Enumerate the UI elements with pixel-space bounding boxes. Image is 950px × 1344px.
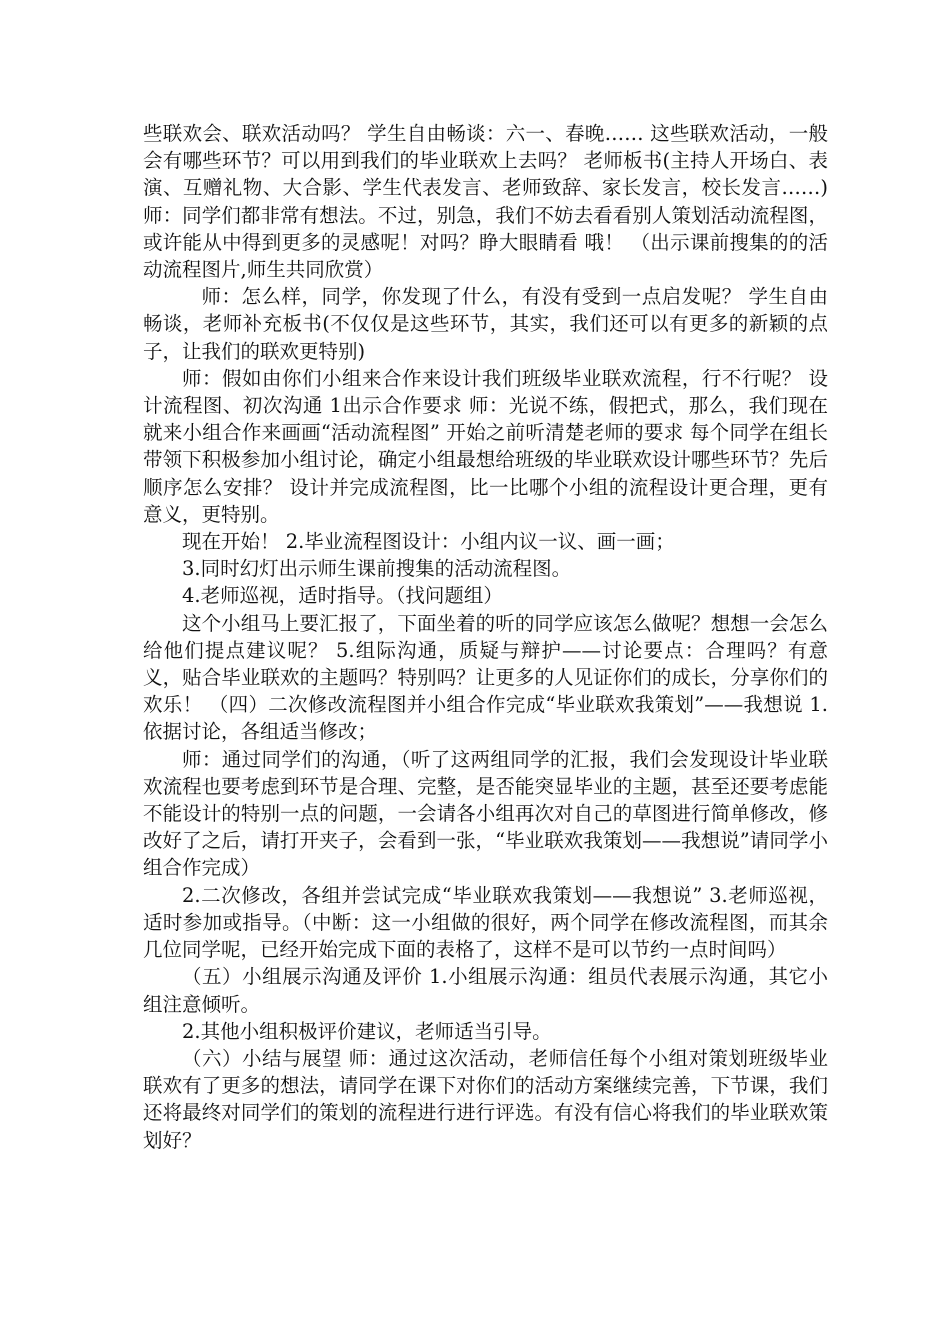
paragraph-2: 师：怎么样，同学，你发现了什么，有没有受到一点启发呢？ 学生自由畅谈，老师补充板书(不仅仅是这些环节，其实，我们还可以有更多的新颖的点子，让我们的联欢更特别): [143, 285, 828, 363]
paragraph-9: 2.二次修改，各组并尝试完成“毕业联欢我策划——我想说” 3.老师巡视，适时参加或指导。（中断：这一小组做的很好，两个同学在修改流程图，而其余几位同学呢，已经开始完成下面的表格了，这样不是可以节约一点时间吗）: [143, 883, 828, 962]
paragraph-10: （五）小组展示沟通及评价 1.小组展示沟通：组员代表展示沟通，其它小组注意倾听。: [143, 965, 828, 1016]
paragraph-3: 师：假如由你们小组来合作来设计我们班级毕业联欢流程，行不行呢？ 设计流程图、初次沟通 1出示合作要求 师：光说不练，假把式，那么，我们现在就来小组合作来画画“活动流程图” 开始之前听清楚老师的要求 每个同学在组长带领下积极参加小组讨论，确定小组最想给班级的毕业联欢设计哪些环节？先后顺序怎么安排？ 设计并完成流程图，比一比哪个小组的流程设计更合理，更有意义，更特别。: [143, 366, 828, 526]
paragraph-7: 这个小组马上要汇报了，下面坐着的听的同学应该怎么做呢？想想一会怎么给他们提点建议呢？ 5.组际沟通，质疑与辩护——讨论要点：合理吗？有意义，贴合毕业联欢的主题吗？特别吗？让更多的人见证你们的成长，分享你们的欢乐！ （四）二次修改流程图并小组合作完成“毕业联欢我策划”——我想说 1.依据讨论，各组适当修改；: [143, 611, 828, 744]
paragraph-5: 3.同时幻灯出示师生课前搜集的活动流程图。: [182, 557, 572, 581]
document-page: [143, 120, 828, 1154]
paragraph-4: 现在开始！ 2.毕业流程图设计：小组内议一议、画一画；: [182, 530, 675, 554]
paragraph-12: （六）小结与展望 师：通过这次活动，老师信任每个小组对策划班级毕业联欢有了更多的想法，请同学在课下对你们的活动方案继续完善，下节课，我们还将最终对同学们的策划的流程进行进行评选。有没有信心将我们的毕业联欢策划好？: [143, 1046, 828, 1152]
paragraph-8: 师：通过同学们的沟通，（听了这两组同学的汇报，我们会发现设计毕业联欢流程也要考虑到环节是合理、完整，是否能突显毕业的主题，甚至还要考虑能不能设计的特别一点的问题，一会请各小组再次对自己的草图进行简单修改，修改好了之后，请打开夹子，会看到一张，“毕业联欢我策划——我想说”请同学小组合作完成）: [143, 747, 828, 880]
paragraph-1: 些联欢会、联欢活动吗？ 学生自由畅谈：六一、春晚…… 这些联欢活动，一般会有哪些环节？可以用到我们的毕业联欢上去吗？ 老师板书(主持人开场白、表演、互赠礼物、大合影、学生代表发言、老师致辞、家长发言，校长发言……) 师：同学们都非常有想法。不过，别急，我们不妨去看看别人策划活动流程图，或许能从中得到更多的灵感呢！对吗？睁大眼睛看 哦！ （出示课前搜集的的活动流程图片,师生共同欣赏）: [143, 122, 828, 282]
paragraph-11: 2.其他小组积极评价建议，老师适当引导。: [182, 1019, 552, 1043]
paragraph-6: 4.老师巡视，适时指导。（找问题组）: [182, 584, 503, 608]
